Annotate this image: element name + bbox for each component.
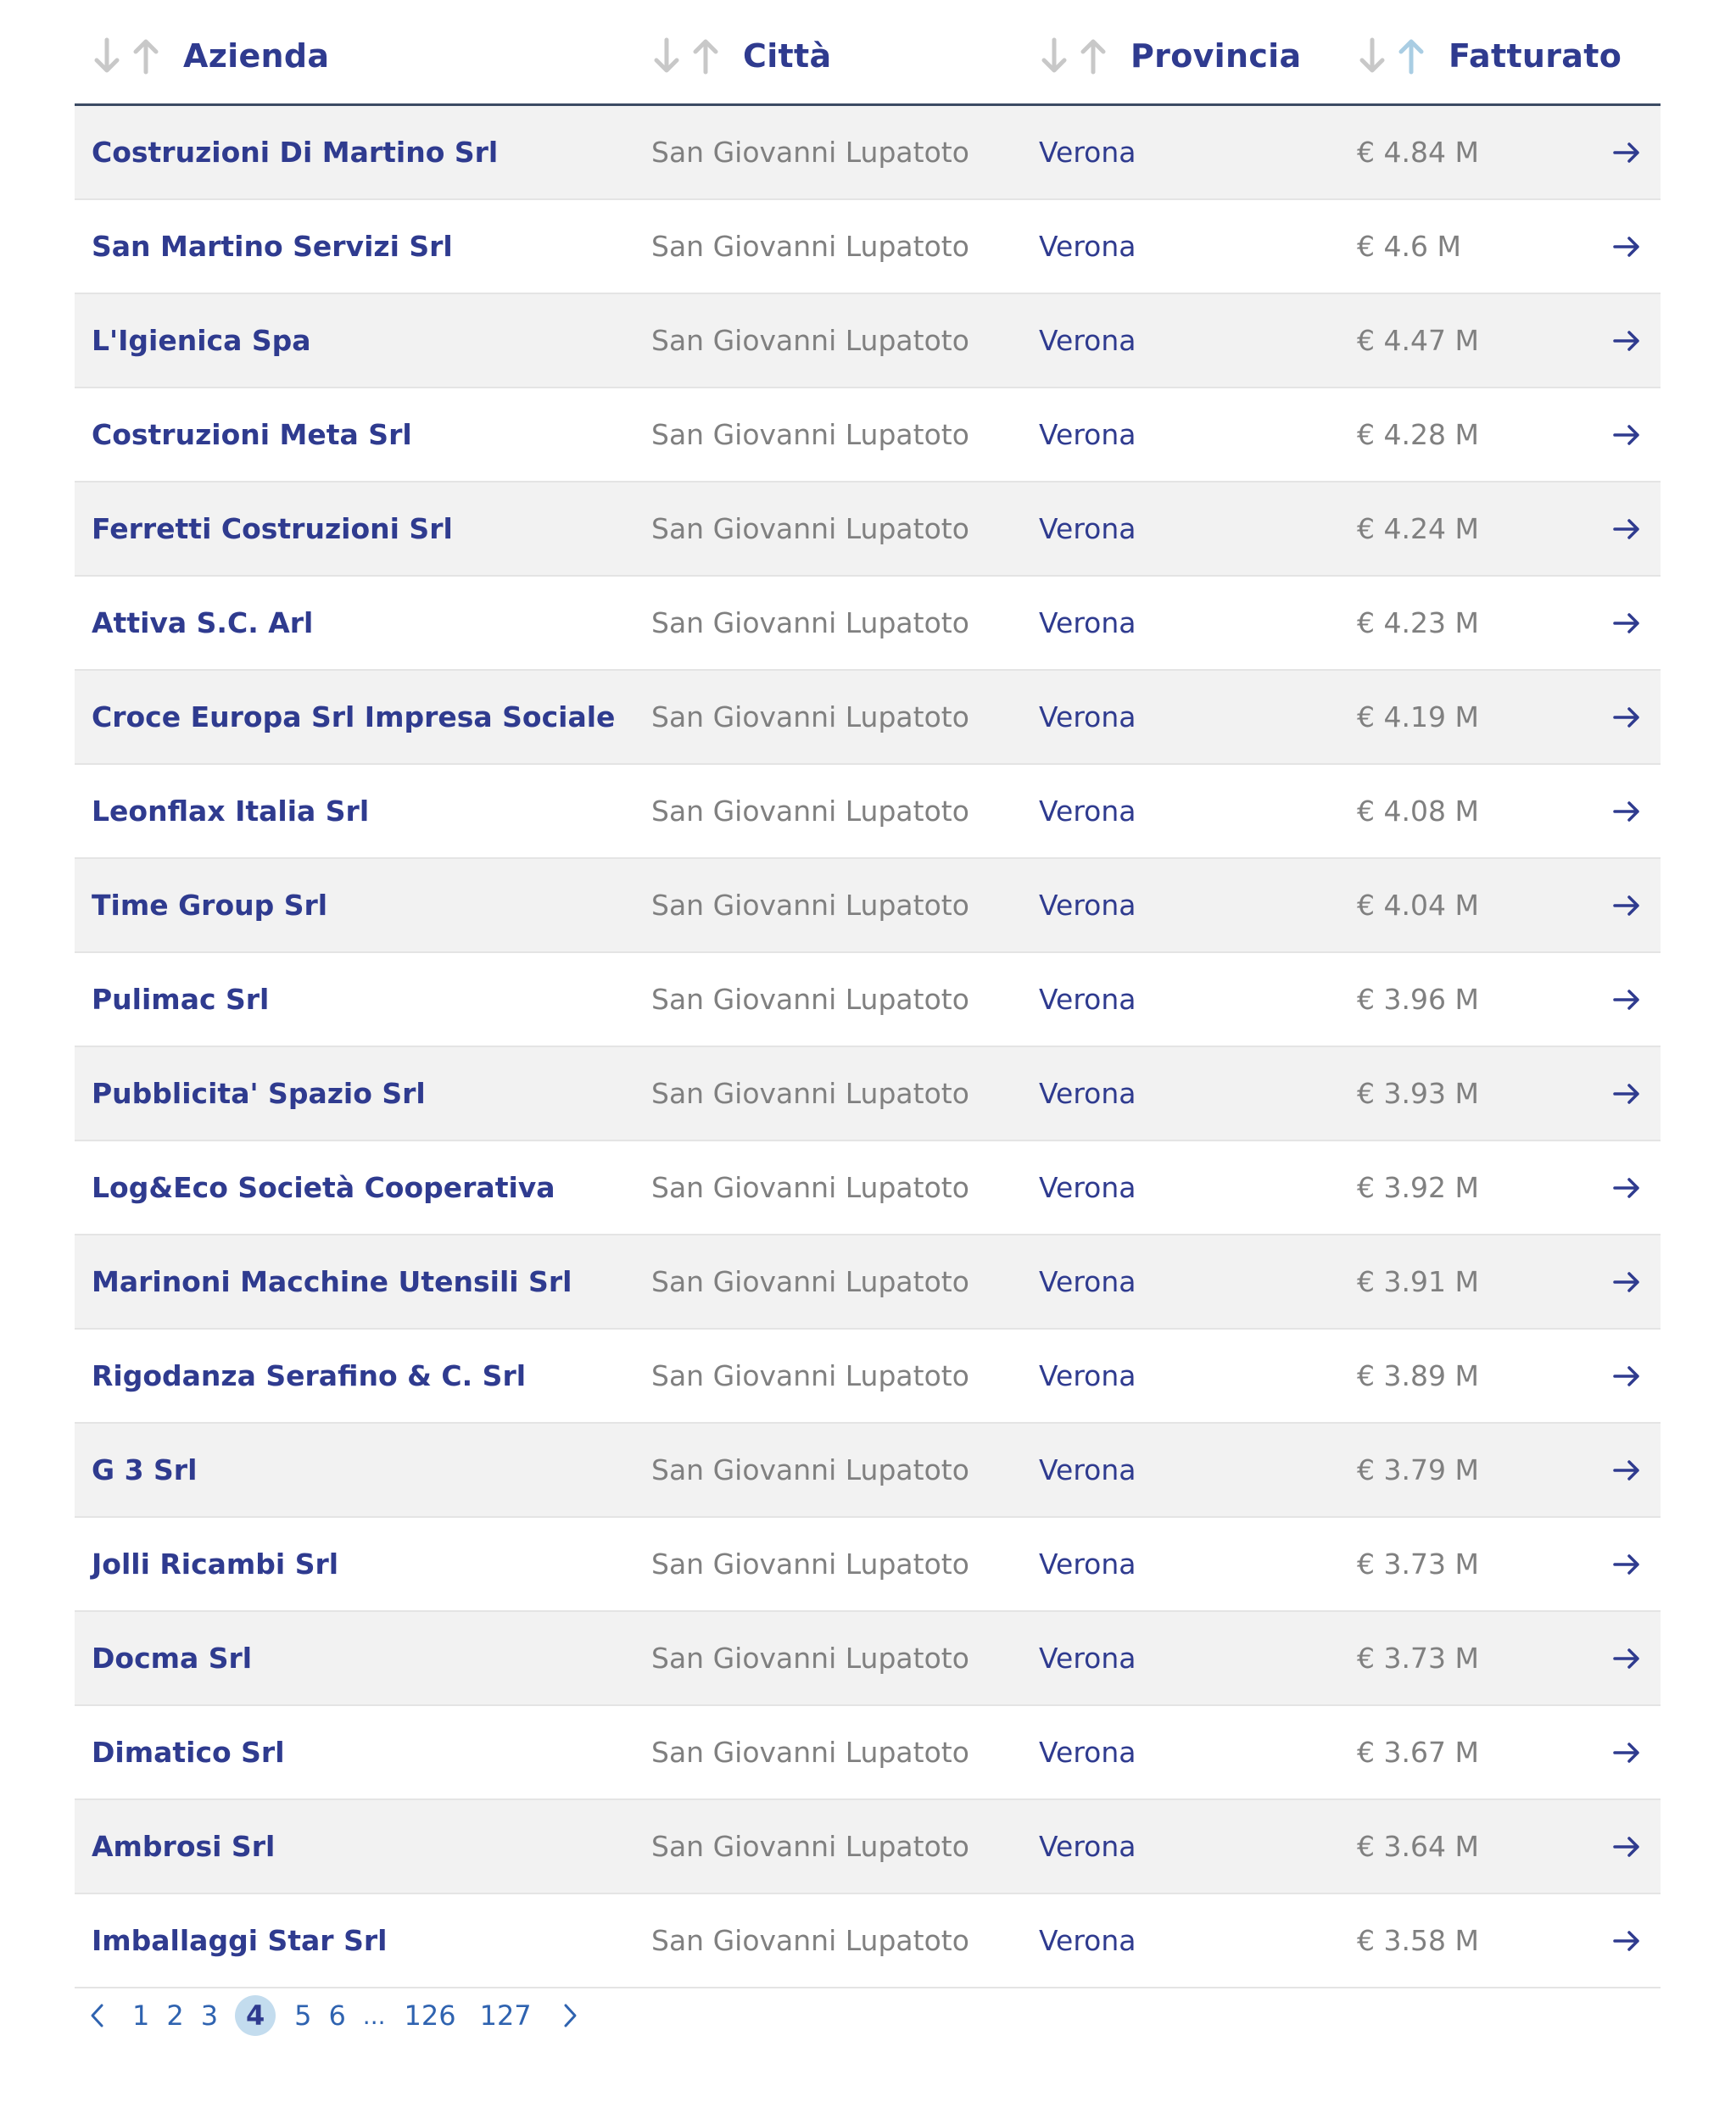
province-link[interactable]: Verona	[1039, 1077, 1136, 1110]
column-label[interactable]: Azienda	[183, 37, 330, 75]
revenue-cell: € 4.23 M	[1357, 606, 1479, 639]
row-detail-button[interactable]	[1610, 859, 1644, 951]
arrow-right-icon	[1612, 1365, 1641, 1387]
row-detail-button[interactable]	[1610, 1047, 1644, 1140]
table-row[interactable]	[75, 1424, 1661, 1518]
table-row[interactable]	[75, 200, 1661, 294]
company-name-link[interactable]: Imballaggi Star Srl	[92, 1924, 388, 1957]
city-cell: San Giovanni Lupatoto	[651, 889, 969, 922]
city-cell: San Giovanni Lupatoto	[651, 1359, 969, 1392]
city-cell: San Giovanni Lupatoto	[651, 700, 969, 733]
province-link[interactable]: Verona	[1039, 230, 1136, 263]
column-label[interactable]: Provincia	[1130, 37, 1302, 75]
table-row[interactable]	[75, 1235, 1661, 1330]
city-cell: San Giovanni Lupatoto	[651, 983, 969, 1016]
province-link[interactable]: Verona	[1039, 418, 1136, 451]
province-link[interactable]: Verona	[1039, 795, 1136, 828]
city-cell: San Giovanni Lupatoto	[651, 1453, 969, 1486]
page-link[interactable]: 2	[166, 1999, 184, 2032]
city-cell: San Giovanni Lupatoto	[651, 1265, 969, 1298]
row-detail-button[interactable]	[1610, 1894, 1644, 1987]
page-link[interactable]: 127	[479, 1999, 532, 2032]
province-link[interactable]: Verona	[1039, 136, 1136, 169]
last-page-list	[405, 1999, 555, 2032]
revenue-cell: € 3.93 M	[1357, 1077, 1479, 1110]
revenue-cell: € 3.73 M	[1357, 1642, 1479, 1675]
province-link[interactable]: Verona	[1039, 1265, 1136, 1298]
province-link[interactable]: Verona	[1039, 512, 1136, 545]
arrow-right-icon	[1612, 1271, 1641, 1293]
row-detail-button[interactable]	[1610, 1235, 1644, 1328]
company-name-link[interactable]: San Martino Servizi Srl	[92, 230, 453, 263]
city-cell: San Giovanni Lupatoto	[651, 795, 969, 828]
revenue-cell: € 4.47 M	[1357, 324, 1479, 357]
row-detail-button[interactable]	[1610, 1518, 1644, 1610]
next-page-button[interactable]	[561, 2002, 579, 2029]
row-detail-button[interactable]	[1610, 765, 1644, 857]
city-cell: San Giovanni Lupatoto	[651, 1548, 969, 1581]
revenue-cell: € 3.96 M	[1357, 983, 1479, 1016]
province-link[interactable]: Verona	[1039, 1924, 1136, 1957]
company-name-link[interactable]: Time Group Srl	[92, 889, 328, 922]
company-name-link[interactable]: Rigodanza Serafino & C. Srl	[92, 1359, 527, 1392]
row-detail-button[interactable]	[1610, 106, 1644, 198]
revenue-cell: € 3.58 M	[1357, 1924, 1479, 1957]
page-link[interactable]: 1	[132, 1999, 150, 2032]
sort-up-icon[interactable]	[690, 36, 721, 75]
page-link[interactable]: 6	[328, 1999, 346, 2032]
revenue-cell: € 4.84 M	[1357, 136, 1479, 169]
page-link[interactable]: 3	[200, 1999, 219, 2032]
company-name-link[interactable]: Jolli Ricambi Srl	[92, 1548, 339, 1581]
sort-down-icon[interactable]	[92, 36, 122, 75]
arrow-right-icon	[1612, 330, 1641, 352]
arrow-right-icon	[1612, 1648, 1641, 1670]
revenue-cell: € 4.28 M	[1357, 418, 1479, 451]
arrow-right-icon	[1612, 989, 1641, 1011]
row-detail-button[interactable]	[1610, 1706, 1644, 1798]
pagination-ellipsis: ...	[362, 2001, 386, 2030]
revenue-cell: € 3.92 M	[1357, 1171, 1479, 1204]
arrow-right-icon	[1612, 424, 1641, 446]
city-cell: San Giovanni Lupatoto	[651, 512, 969, 545]
city-cell: San Giovanni Lupatoto	[651, 1736, 969, 1769]
revenue-cell: € 3.64 M	[1357, 1830, 1479, 1863]
city-cell: San Giovanni Lupatoto	[651, 1642, 969, 1675]
row-detail-button[interactable]	[1610, 1141, 1644, 1234]
city-cell: San Giovanni Lupatoto	[651, 1171, 969, 1204]
company-name-link[interactable]: Ambrosi Srl	[92, 1830, 276, 1863]
revenue-cell: € 4.04 M	[1357, 889, 1479, 922]
chevron-left-icon	[88, 2002, 107, 2029]
province-link[interactable]: Verona	[1039, 1359, 1136, 1392]
city-cell: San Giovanni Lupatoto	[651, 324, 969, 357]
sort-down-icon[interactable]	[1039, 36, 1069, 75]
province-link[interactable]: Verona	[1039, 1642, 1136, 1675]
table-row[interactable]	[75, 106, 1661, 200]
table-row[interactable]	[75, 1612, 1661, 1706]
revenue-cell: € 4.6 M	[1357, 230, 1461, 263]
row-detail-button[interactable]	[1610, 953, 1644, 1046]
city-cell: San Giovanni Lupatoto	[651, 1830, 969, 1863]
arrow-right-icon	[1612, 800, 1641, 823]
table-row[interactable]	[75, 1894, 1661, 1988]
company-name-link[interactable]: Costruzioni Meta Srl	[92, 418, 412, 451]
company-name-link[interactable]: L'Igienica Spa	[92, 324, 311, 357]
sort-controls	[1357, 36, 1426, 75]
arrow-right-icon	[1612, 1177, 1641, 1199]
province-link[interactable]: Verona	[1039, 1830, 1136, 1863]
row-detail-button[interactable]	[1610, 1330, 1644, 1422]
province-link[interactable]: Verona	[1039, 1453, 1136, 1486]
company-name-link[interactable]: Ferretti Costruzioni Srl	[92, 512, 453, 545]
row-detail-button[interactable]	[1610, 482, 1644, 575]
sort-controls	[1039, 36, 1108, 75]
city-cell: San Giovanni Lupatoto	[651, 606, 969, 639]
table-row[interactable]	[75, 1330, 1661, 1424]
revenue-cell: € 3.79 M	[1357, 1453, 1479, 1486]
table-row[interactable]	[75, 765, 1661, 859]
arrow-right-icon	[1612, 1553, 1641, 1575]
province-link[interactable]: Verona	[1039, 889, 1136, 922]
column-header-citta[interactable]	[651, 31, 831, 81]
revenue-cell: € 4.19 M	[1357, 700, 1479, 733]
row-detail-button[interactable]	[1610, 388, 1644, 481]
table-row[interactable]	[75, 1141, 1661, 1235]
column-label[interactable]: Città	[743, 37, 832, 75]
city-cell: San Giovanni Lupatoto	[651, 136, 969, 169]
company-name-link[interactable]: Costruzioni Di Martino Srl	[92, 136, 499, 169]
sort-controls	[651, 36, 721, 75]
company-name-link[interactable]: Leonflax Italia Srl	[92, 795, 370, 828]
company-name-link[interactable]: Attiva S.C. Arl	[92, 606, 314, 639]
arrow-right-icon	[1612, 1930, 1641, 1952]
arrow-right-icon	[1612, 236, 1641, 258]
sort-down-icon[interactable]	[651, 36, 682, 75]
sort-down-icon[interactable]	[1357, 36, 1387, 75]
company-name-link[interactable]: Marinoni Macchine Utensili Srl	[92, 1265, 572, 1298]
city-cell: San Giovanni Lupatoto	[651, 1924, 969, 1957]
arrow-right-icon	[1612, 1742, 1641, 1764]
company-name-link[interactable]: Docma Srl	[92, 1642, 253, 1675]
company-name-link[interactable]: Dimatico Srl	[92, 1736, 285, 1769]
row-detail-button[interactable]	[1610, 1800, 1644, 1893]
company-name-link[interactable]: Log&Eco Società Cooperativa	[92, 1171, 555, 1204]
table-row[interactable]	[75, 859, 1661, 953]
province-link[interactable]: Verona	[1039, 983, 1136, 1016]
revenue-cell: € 4.24 M	[1357, 512, 1479, 545]
row-detail-button[interactable]	[1610, 294, 1644, 387]
province-link[interactable]: Verona	[1039, 1171, 1136, 1204]
table-row[interactable]	[75, 482, 1661, 577]
companies-table	[75, 0, 1661, 1988]
page-link[interactable]: 5	[294, 1999, 312, 2032]
arrow-right-icon	[1612, 706, 1641, 728]
table-row[interactable]	[75, 388, 1661, 482]
arrow-right-icon	[1612, 518, 1641, 540]
city-cell: San Giovanni Lupatoto	[651, 418, 969, 451]
revenue-cell: € 3.91 M	[1357, 1265, 1479, 1298]
page-current[interactable]: 4	[235, 1995, 276, 2036]
city-cell: San Giovanni Lupatoto	[651, 1077, 969, 1110]
table-body	[75, 106, 1661, 1988]
table-row[interactable]	[75, 1800, 1661, 1894]
row-detail-button[interactable]	[1610, 671, 1644, 763]
table-row[interactable]	[75, 1518, 1661, 1612]
arrow-right-icon	[1612, 1836, 1641, 1858]
table-row[interactable]	[75, 953, 1661, 1047]
table-row[interactable]	[75, 1706, 1661, 1800]
company-name-link[interactable]: G 3 Srl	[92, 1453, 198, 1486]
sort-controls	[92, 36, 161, 75]
revenue-cell: € 3.73 M	[1357, 1548, 1479, 1581]
row-detail-button[interactable]	[1610, 1424, 1644, 1516]
province-link[interactable]: Verona	[1039, 1736, 1136, 1769]
arrow-right-icon	[1612, 1459, 1641, 1481]
revenue-cell: € 4.08 M	[1357, 795, 1479, 828]
chevron-right-icon	[561, 2002, 579, 2029]
page-link[interactable]: 126	[404, 1999, 456, 2032]
pagination	[88, 1993, 605, 2038]
sort-up-icon[interactable]	[1078, 36, 1108, 75]
company-name-link[interactable]: Croce Europa Srl Impresa Sociale	[92, 700, 616, 733]
arrow-right-icon	[1612, 142, 1641, 164]
city-cell: San Giovanni Lupatoto	[651, 230, 969, 263]
arrow-right-icon	[1612, 1083, 1641, 1105]
province-link[interactable]: Verona	[1039, 324, 1136, 357]
prev-page-button[interactable]	[88, 2002, 107, 2029]
revenue-cell: € 3.67 M	[1357, 1736, 1479, 1769]
column-header-provincia[interactable]	[1039, 31, 1301, 81]
revenue-cell: € 3.89 M	[1357, 1359, 1479, 1392]
province-link[interactable]: Verona	[1039, 606, 1136, 639]
table-row[interactable]	[75, 1047, 1661, 1141]
row-detail-button[interactable]	[1610, 1612, 1644, 1704]
sort-up-icon[interactable]	[131, 36, 161, 75]
table-row[interactable]	[75, 577, 1661, 671]
column-label[interactable]: Fatturato	[1449, 37, 1622, 75]
arrow-right-icon	[1612, 612, 1641, 634]
row-detail-button[interactable]	[1610, 577, 1644, 669]
page-list	[132, 1995, 363, 2036]
company-name-link[interactable]: Pubblicita' Spazio Srl	[92, 1077, 426, 1110]
province-link[interactable]: Verona	[1039, 700, 1136, 733]
sort-up-active-icon[interactable]	[1396, 36, 1426, 75]
arrow-right-icon	[1612, 895, 1641, 917]
province-link[interactable]: Verona	[1039, 1548, 1136, 1581]
table-row[interactable]	[75, 294, 1661, 388]
column-header-azienda[interactable]	[92, 31, 329, 81]
table-row[interactable]	[75, 671, 1661, 765]
column-header-fatturato[interactable]	[1357, 31, 1622, 81]
row-detail-button[interactable]	[1610, 200, 1644, 293]
table-header	[75, 0, 1661, 106]
company-name-link[interactable]: Pulimac Srl	[92, 983, 270, 1016]
